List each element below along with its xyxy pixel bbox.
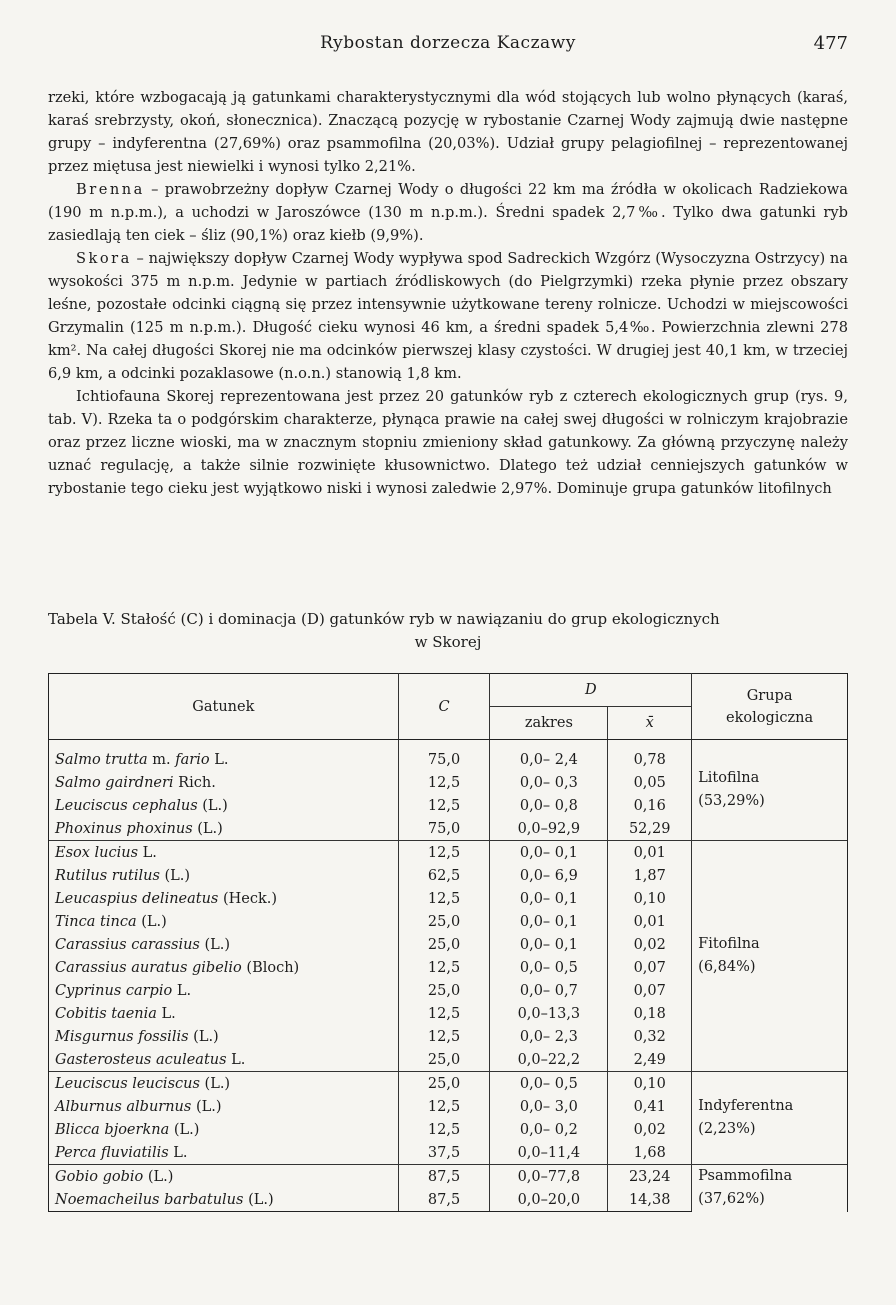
species-author: (L.) [169,1121,200,1138]
species-author: (L.) [191,1098,222,1115]
dominance-range: 0,0– 0,1 [490,841,608,865]
species-scientific-name: Tinca tinca [55,913,137,930]
dominance-mean: 2,49 [608,1048,692,1072]
species-scientific-name: Leucaspius delineatus [55,890,219,907]
dominance-mean: 1,68 [608,1141,692,1165]
dominance-mean: 0,32 [608,1025,692,1048]
species-scientific-name: Gobio gobio [55,1168,144,1185]
group-share: (6,84%) [698,959,756,975]
species-scientific-name: Misgurnus fossilis [55,1028,189,1045]
constancy-value: 62,5 [398,864,490,887]
dominance-mean: 23,24 [608,1165,692,1189]
constancy-value: 12,5 [398,841,490,865]
dominance-range: 0,0– 2,4 [490,740,608,772]
dominance-range: 0,0–22,2 [490,1048,608,1072]
dominance-range: 0,0– 0,1 [490,887,608,910]
species-name [49,933,399,956]
species-name [49,887,399,910]
species-name [49,1165,399,1189]
species-author: (L.) [199,1075,231,1092]
species-scientific-name: Cyprinus carpio [55,982,173,999]
dominance-mean: 1,87 [608,864,692,887]
species-scientific-name: Leuciscus leuciscus [55,1075,200,1092]
table-body [49,740,848,1212]
constancy-value: 25,0 [398,1072,490,1096]
species-name [49,1025,399,1048]
species-scientific-name: Carassius auratus gibelio [55,959,242,976]
species-author: L. [168,1144,188,1161]
species-author: (L.) [197,797,228,814]
running-title: Rybostan dorzecza Kaczawy [320,33,576,53]
species-scientific-name: Carassius carassius [55,936,200,953]
species-name [49,817,399,841]
species-name [49,1118,399,1141]
dominance-mean: 0,02 [608,1118,692,1141]
header-group-line2: ekologiczna [726,709,814,726]
species-scientific-name: Gasterosteus aculeatus [55,1051,227,1068]
species-author: (L.) [188,1028,219,1045]
ecological-group-label [692,740,848,841]
species-name [49,1095,399,1118]
species-table [48,673,848,1212]
species-name [49,1048,399,1072]
table-row [49,841,848,865]
species-author: L. [226,1051,246,1068]
constancy-value: 87,5 [398,1165,490,1189]
species-author: (L.) [199,936,231,953]
group-name: Fitofilna [698,936,760,952]
dominance-mean: 0,05 [608,771,692,794]
constancy-value: 12,5 [398,1002,490,1025]
dominance-mean: 52,29 [608,817,692,841]
header-group-line1: Grupa [746,687,793,704]
species-author: (L.) [192,820,223,837]
header-constancy: C [398,674,490,740]
species-name [49,1188,399,1212]
paragraph-continuation: rzeki, które wzbogacają ją gatunkami charakterystycznymi dla wód stojących lub wolno płynących (karaś, karaś srebrzysty, okoń, słonecznica). Znaczącą pozycję w rybostanie Czarnej Wody zajmują dwie następne grupy – indyferentna (27,69%) oraz psammofilna (20,03%). Udział grupy pelagiofilnej – reprezentowanej przez miętusa jest niewielki i wynosi tylko 2,21%. [48,89,848,175]
species-scientific-name: Salmo gairdneri [55,774,174,791]
dominance-mean: 0,07 [608,979,692,1002]
dominance-mean: 0,10 [608,887,692,910]
ecological-group-label [692,1165,848,1212]
dominance-mean: 0,78 [608,740,692,772]
species-author: (L.) [243,1191,274,1208]
ecological-group-label [692,841,848,1072]
dominance-mean: 0,10 [608,1072,692,1096]
constancy-value: 25,0 [398,979,490,1002]
species-scientific-name: Blicca bjoerkna [55,1121,170,1138]
species-form-name: fario [175,751,210,768]
constancy-value: 87,5 [398,1188,490,1212]
header-mean: x̄ [608,707,692,740]
dominance-range: 0,0– 2,3 [490,1025,608,1048]
header-ecological-group [692,674,848,740]
species-author: L. [156,1005,176,1022]
dominance-range: 0,0– 3,0 [490,1095,608,1118]
dominance-mean: 0,07 [608,956,692,979]
dominance-range: 0,0–77,8 [490,1165,608,1189]
table-row [49,740,848,772]
species-author: (Bloch) [241,959,300,976]
constancy-value: 25,0 [398,933,490,956]
river-name-brenna: Brenna [76,181,145,198]
dominance-mean: 0,18 [608,1002,692,1025]
dominance-range: 0,0–11,4 [490,1141,608,1165]
paragraph-brenna-text: – prawobrzeżny dopływ Czarnej Wody o długości 22 km ma źródła w okolicach Radziekowa (190 m n.p.m.), a uchodzi w Jaroszówce (130 m n.p.m.). Średni spadek 2,7‰. Tylko dwa gatunki ryb zasiedlają ten ciek – śliz (90,1%) oraz kiełb (9,9%). [48,181,848,244]
table-row [49,1072,848,1096]
species-name [49,1072,399,1096]
paragraph-skora [48,247,848,385]
table-caption-line1: Tabela V. Stałość (C) i dominacja (D) gatunków ryb w nawiązaniu do grup ekologicznych [48,610,720,628]
constancy-value: 12,5 [398,1118,490,1141]
species-author: (L.) [159,867,191,884]
table-header [49,674,848,740]
species-author: Rich. [173,774,216,791]
species-form-author: L. [209,751,229,768]
species-author: L. [172,982,192,999]
dominance-mean: 0,41 [608,1095,692,1118]
dominance-range: 0,0– 0,8 [490,794,608,817]
dominance-range: 0,0–92,9 [490,817,608,841]
paragraph-brenna [48,178,848,247]
species-scientific-name: Alburnus alburnus [55,1098,192,1115]
group-name: Psammofilna [698,1168,793,1185]
species-scientific-name: Rutilus rutilus [55,867,160,884]
dominance-range: 0,0–20,0 [490,1188,608,1212]
species-scientific-name: Noemacheilus barbatulus [55,1191,244,1208]
constancy-value: 25,0 [398,1048,490,1072]
species-scientific-name: Esox lucius [55,844,139,861]
header-range: zakres [490,707,608,740]
species-name [49,1002,399,1025]
constancy-value: 12,5 [398,1025,490,1048]
dominance-mean: 14,38 [608,1188,692,1212]
river-name-skora: Skora [76,250,132,267]
body-text [48,86,848,500]
species-name [49,794,399,817]
dominance-range: 0,0– 6,9 [490,864,608,887]
dominance-range: 0,0– 0,5 [490,956,608,979]
species-scientific-name: Phoxinus phoxinus [55,820,193,837]
page-number: 477 [813,33,848,54]
species-name [49,910,399,933]
dominance-mean: 0,01 [608,910,692,933]
constancy-value: 75,0 [398,817,490,841]
header-species: Gatunek [49,674,399,740]
species-author: L. [138,844,157,861]
species-author: (L.) [143,1168,174,1185]
species-name [49,740,399,772]
constancy-value: 37,5 [398,1141,490,1165]
species-name [49,956,399,979]
species-author: (Heck.) [218,890,278,907]
group-name: Indyferentna [698,1098,794,1114]
table-row [49,1165,848,1189]
constancy-value: 12,5 [398,1095,490,1118]
constancy-value: 12,5 [398,771,490,794]
dominance-range: 0,0– 0,1 [490,910,608,933]
header-dominance: D [490,674,692,707]
paragraph-ichthyofauna: Ichtiofauna Skorej reprezentowana jest przez 20 gatunków ryb z czterech ekologicznych grup (rys. 9, tab. V). Rzeka ta o podgórskim charakterze, płynąca prawie na całej swej długości w rolniczym krajobrazie oraz przez liczne wioski, ma w znacznym stopniu zmieniony skład gatunkowy. Za główną przyczynę należy uznać regulację, a także silnie rozwinięte kłusownictwo. Dlatego też udział cenniejszych gatunków w rybostanie tego cieku jest wyjątkowo niski i wynosi zaledwie 2,97%. Dominuje grupa gatunków litofilnych [48,388,848,497]
species-author: m. [147,751,176,768]
constancy-value: 25,0 [398,910,490,933]
dominance-range: 0,0– 0,7 [490,979,608,1002]
constancy-value: 12,5 [398,887,490,910]
constancy-value: 12,5 [398,794,490,817]
dominance-range: 0,0– 0,2 [490,1118,608,1141]
ecological-group-label [692,1072,848,1165]
table-caption-line2: w Skorej [414,633,482,651]
group-share: (37,62%) [698,1191,765,1208]
species-scientific-name: Cobitis taenia [55,1005,157,1022]
group-name: Litofilna [698,770,760,786]
species-name [49,771,399,794]
group-share: (2,23%) [698,1121,756,1137]
dominance-range: 0,0– 0,5 [490,1072,608,1096]
species-name [49,841,399,865]
species-name [49,1141,399,1165]
paragraph-skora-text: – największy dopływ Czarnej Wody wypływa spod Sadreckich Wzgórz (Wysoczyzna Ostrzycy) na wysokości 375 m n.p.m. Jedynie w partiach źródliskowych (do Pielgrzymki) rzeka płynie przez obszary leśne, pozostałe odcinki ciągną się przez intensywnie użytkowane tereny rolnicze. Uchodzi w miejscowości Grzymalin (125 m n.p.m.). Długość cieku wynosi 46 km, a średni spadek 5,4‰. Powierzchnia zlewni 278 km². Na całej długości Skorej nie ma odcinków pierwszej klasy czystości. W drugiej jest 40,1 km, w trzeciej 6,9 km, a odcinki pozaklasowe (n.o.n.) stanowią 1,8 km. [48,250,848,382]
dominance-mean: 0,01 [608,841,692,865]
table-caption [48,608,848,654]
dominance-range: 0,0–13,3 [490,1002,608,1025]
constancy-value: 75,0 [398,740,490,772]
species-scientific-name: Salmo trutta [55,751,148,768]
dominance-mean: 0,02 [608,933,692,956]
group-share: (53,29%) [698,793,765,809]
species-name [49,864,399,887]
dominance-range: 0,0– 0,3 [490,771,608,794]
species-author: (L.) [136,913,167,930]
dominance-mean: 0,16 [608,794,692,817]
species-scientific-name: Perca fluviatilis [55,1144,169,1161]
constancy-value: 12,5 [398,956,490,979]
species-scientific-name: Leuciscus cephalus [55,797,198,814]
species-name [49,979,399,1002]
dominance-range: 0,0– 0,1 [490,933,608,956]
